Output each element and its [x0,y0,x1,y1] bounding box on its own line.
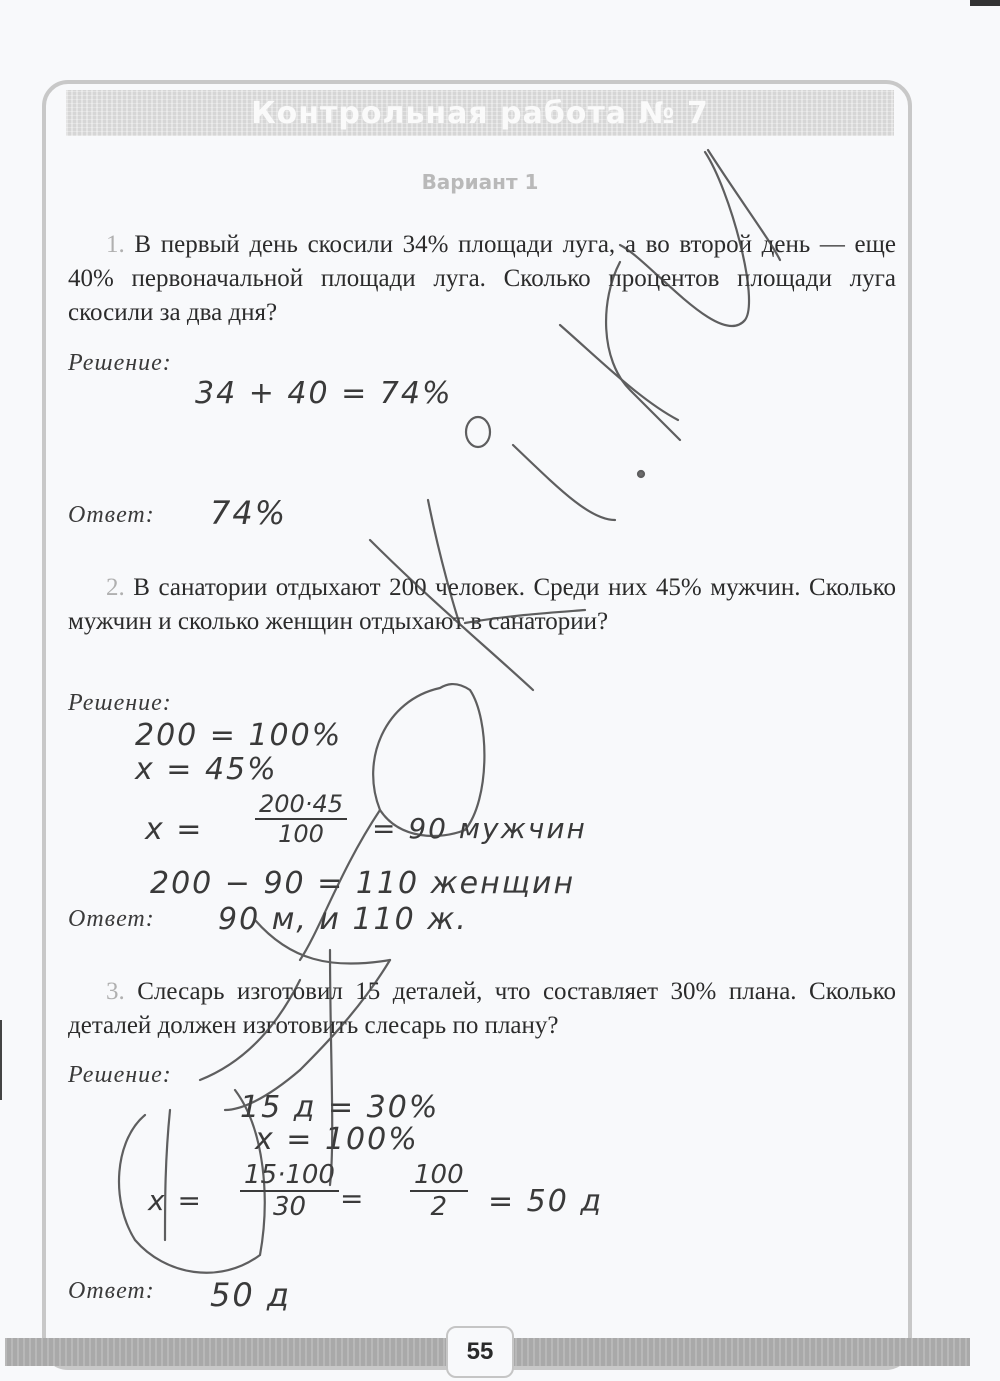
task-number: 3. [106,978,125,1005]
handwritten-solution-line: x = [148,1184,203,1217]
page-title: Контрольная работа № 7 [251,95,709,131]
solution-label: Решение: [68,1062,172,1088]
handwritten-answer: 50 д [210,1276,292,1314]
task-number: 1. [106,231,125,258]
handwritten-solution-line: x = 45% [135,752,278,787]
task-text: В санатории отдыхают 200 человек. Среди них 45% мужчин. Сколько мужчин и сколько женщин отдыхают в санатории? [68,574,896,635]
scan-artifact [0,1020,2,1100]
page-number: 55 [446,1326,514,1378]
handwritten-solution-line: = 90 мужчин [372,812,587,845]
task-text: В первый день скосили 34% площади луга, а во второй день — еще 40% первоначальной площади луга. Сколько процентов площади луга скосили за два дня? [68,231,896,326]
handwritten-answer: 90 м, и 110 ж. [218,902,468,937]
handwritten-fraction: $\frac{200\cdot 45}{100}$ [255,790,347,848]
scan-artifact [970,0,1000,6]
answer-label: Ответ: [68,1278,155,1304]
solution-label: Решение: [68,350,172,376]
handwritten-solution-line: 200 − 90 = 110 женщин [150,866,576,901]
task-text: Слесарь изготовил 15 деталей, что составляет 30% плана. Сколько деталей должен изготовить слесарь по плану? [68,978,896,1039]
handwritten-solution-line: = [340,1182,366,1215]
handwritten-solution-line: 200 = 100% [135,718,343,753]
handwritten-solution-line: x = 100% [255,1122,419,1157]
solution-label: Решение: [68,690,172,716]
handwritten-solution-line: x = [145,812,204,847]
handwritten-solution-line: 34 + 40 = 74% [195,376,453,411]
task-2 [68,571,896,639]
handwritten-answer: 74% [210,494,288,532]
task-3 [68,975,896,1043]
handwritten-fraction: $\frac{100}{2}$ [410,1160,468,1222]
title-banner [66,90,894,136]
task-1 [68,228,896,330]
handwritten-solution-line: = 50 д [488,1184,604,1219]
handwritten-fraction: $\frac{15\cdot 100}{30}$ [240,1160,339,1222]
handwritten-solution-line: 15 д = 30% [240,1090,440,1125]
variant-heading: Вариант 1 [421,170,539,194]
task-number: 2. [106,574,125,601]
answer-label: Ответ: [68,906,155,932]
answer-label: Ответ: [68,502,155,528]
